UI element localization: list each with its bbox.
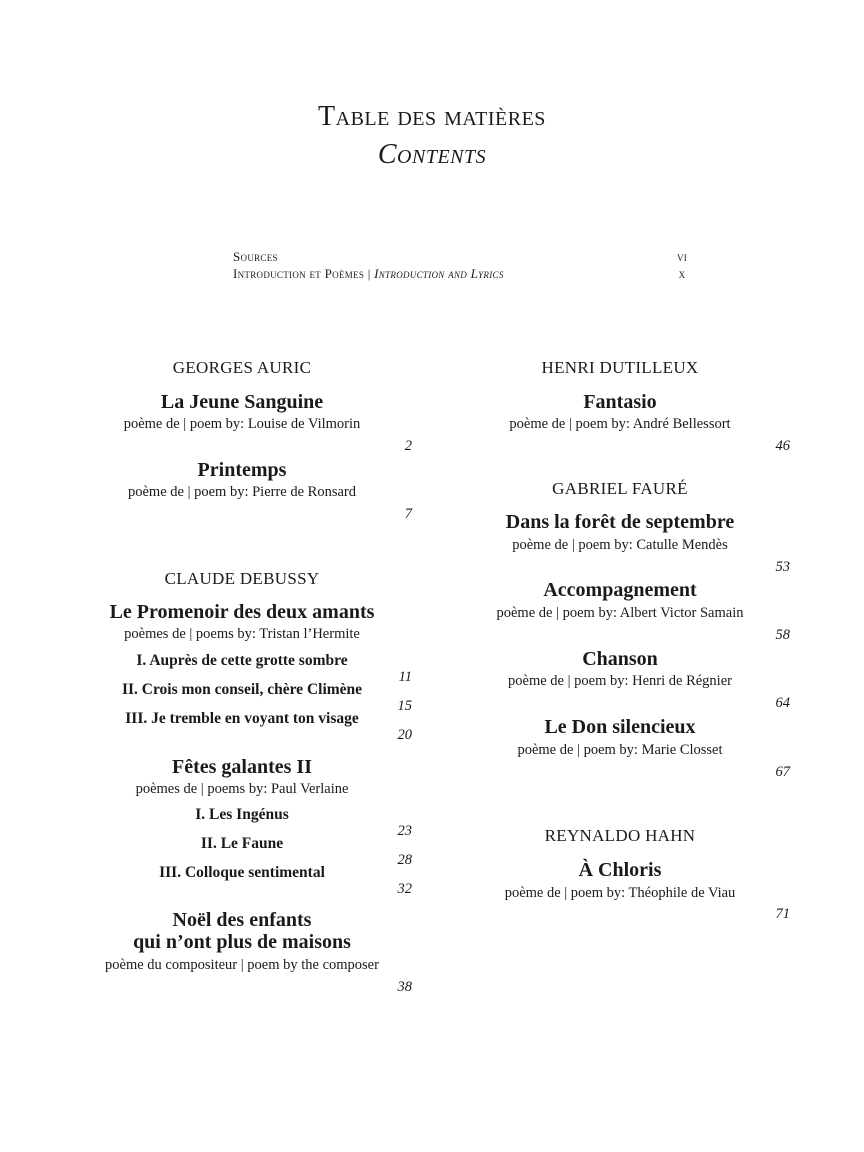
page-number: 58	[775, 627, 790, 643]
poet-credit: poème de | poem by: Catulle Mendès	[512, 537, 728, 553]
work-title[interactable]: Fêtes galantes II	[172, 756, 312, 778]
movement-title[interactable]: II. Crois mon conseil, chère Climène	[121, 681, 363, 698]
page-number: 32	[397, 881, 412, 897]
front-item-introduction[interactable]	[233, 262, 504, 286]
front-item-page: x	[678, 266, 686, 281]
work-title[interactable]: Le Don silencieux	[544, 716, 696, 738]
title-french: Table des matières	[318, 101, 546, 132]
work-title[interactable]: qui n’ont plus de maisons	[133, 931, 351, 953]
poet-credit: poème du compositeur | poem by the composer	[105, 957, 379, 973]
page-number: 7	[404, 506, 412, 522]
title-english: Contents	[377, 139, 487, 170]
poet-credit: poème de | poem by: Louise de Vilmorin	[123, 416, 361, 432]
movement-title[interactable]: II. Le Faune	[200, 835, 284, 852]
composer-heading: CLAUDE DEBUSSY	[164, 569, 320, 588]
movement-title[interactable]: III. Colloque sentimental	[159, 864, 325, 881]
page-number: 71	[775, 906, 790, 922]
front-item-label: Sources	[233, 249, 278, 264]
composer-heading: HENRI DUTILLEUX	[541, 358, 699, 377]
front-item-label: Introduction et Poèmes |	[233, 266, 375, 281]
poet-credit: poème de | poem by: Albert Victor Samain	[496, 605, 744, 621]
poet-credit: poème de | poem by: Marie Closset	[517, 742, 723, 758]
poet-credit: poème de | poem by: André Bellessort	[509, 416, 731, 432]
poet-credit: poème de | poem by: Pierre de Ronsard	[128, 484, 356, 500]
movement-title[interactable]: I. Auprès de cette grotte sombre	[136, 652, 348, 669]
movement-title[interactable]: I. Les Ingénus	[195, 806, 289, 823]
page-number: 67	[775, 764, 790, 780]
poet-credit: poèmes de | poems by: Tristan l’Hermite	[124, 626, 360, 642]
work-title[interactable]: Le Promenoir des deux amants	[109, 601, 375, 623]
work-title[interactable]: Printemps	[197, 459, 287, 481]
work-title[interactable]: Chanson	[582, 648, 658, 670]
page-number: 28	[397, 852, 412, 868]
page-number: 2	[404, 438, 412, 454]
page-number: 53	[775, 559, 790, 575]
work-title[interactable]: À Chloris	[578, 859, 662, 881]
work-title[interactable]: Dans la forêt de septembre	[505, 511, 735, 533]
movement-title[interactable]: III. Je tremble en voyant ton visage	[125, 710, 359, 727]
page-number: 38	[397, 979, 412, 995]
page-number: 23	[397, 823, 412, 839]
page-number: 11	[398, 669, 412, 685]
work-title[interactable]: Fantasio	[583, 391, 657, 413]
work-title[interactable]: Accompagnement	[543, 579, 697, 601]
composer-heading: GABRIEL FAURÉ	[552, 479, 688, 498]
poet-credit: poème de | poem by: Théophile de Viau	[504, 885, 736, 901]
page-number: 20	[397, 727, 412, 743]
composer-heading: REYNALDO HAHN	[544, 826, 696, 845]
page-number: 46	[775, 438, 790, 454]
front-item-page: vi	[676, 249, 688, 264]
page-number: 64	[775, 695, 790, 711]
poet-credit: poèmes de | poems by: Paul Verlaine	[135, 781, 349, 797]
composer-heading: GEORGES AURIC	[172, 358, 312, 377]
work-title[interactable]: Noël des enfants	[172, 909, 312, 931]
work-title[interactable]: La Jeune Sanguine	[160, 391, 324, 413]
page-number: 15	[397, 698, 412, 714]
front-item-label-english: Introduction and Lyrics	[374, 266, 504, 281]
poet-credit: poème de | poem by: Henri de Régnier	[508, 673, 732, 689]
